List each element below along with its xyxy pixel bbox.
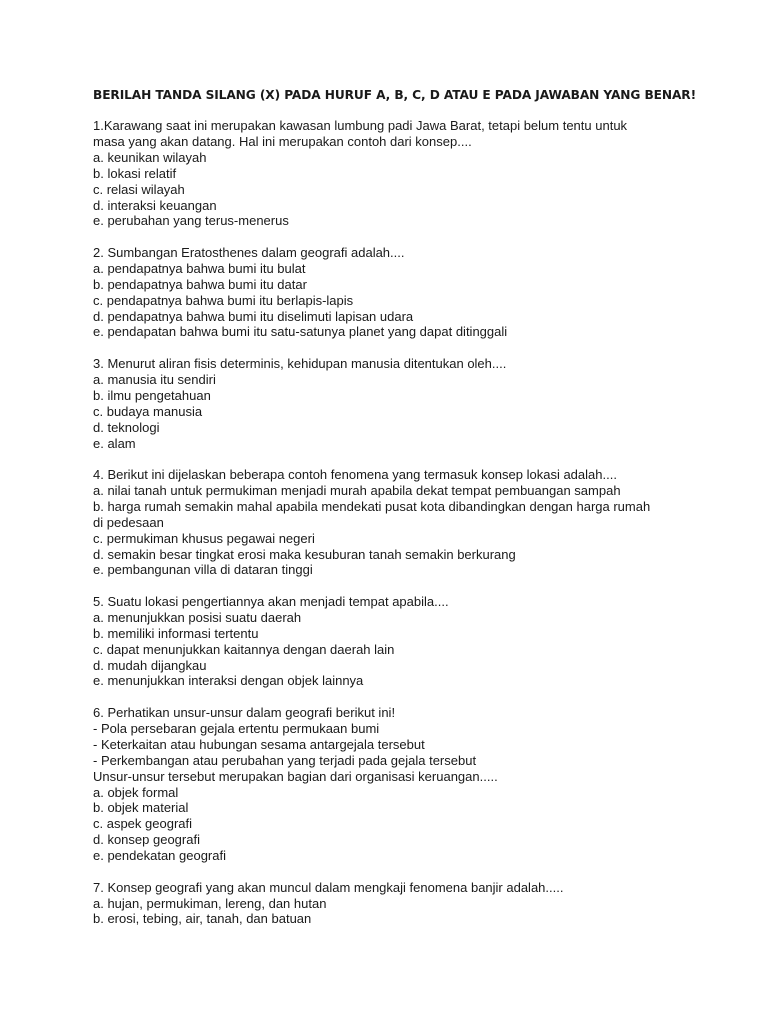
question-text: 2. Sumbangan Eratosthenes dalam geografi adalah.... <box>93 244 405 260</box>
answer-option: b. harga rumah semakin mahal apabila mendekati pusat kota dibandingkan dengan harga rumah <box>93 498 651 514</box>
question-text: 4. Berikut ini dijelaskan beberapa contoh fenomena yang termasuk konsep lokasi adalah.... <box>93 467 617 482</box>
answer-option: e. menunjukkan interaksi dengan objek lainnya <box>93 673 364 689</box>
question-4 <box>93 467 733 578</box>
answer-option: a. hujan, permukiman, lereng, dan hutan <box>93 895 327 911</box>
answer-option: e. pembangunan villa di dataran tinggi <box>93 562 313 578</box>
question-text: 7. Konsep geografi yang akan muncul dalam mengkaji fenomena banjir adalah..... <box>93 879 564 895</box>
question-text: - Keterkaitan atau hubungan sesama antargejala tersebut <box>93 736 425 752</box>
question-5 <box>93 594 733 689</box>
question-text: 3. Menurut aliran fisis determinis, kehidupan manusia ditentukan oleh.... <box>93 355 507 371</box>
answer-option: e. alam <box>93 435 136 451</box>
answer-option: b. erosi, tebing, air, tanah, dan batuan <box>93 911 312 927</box>
answer-option: e. pendapatan bahwa bumi itu satu-satunya planet yang dapat ditinggali <box>93 324 508 340</box>
answer-option: b. ilmu pengetahuan <box>93 387 211 403</box>
answer-option: a. nilai tanah untuk permukiman menjadi murah apabila dekat tempat pembuangan sampah <box>93 482 621 498</box>
answer-option: a. pendapatnya bahwa bumi itu bulat <box>93 260 306 276</box>
answer-option: c. relasi wilayah <box>93 181 185 197</box>
question-3 <box>93 356 733 451</box>
answer-option: d. semakin besar tingkat erosi maka kesuburan tanah semakin berkurang <box>93 546 516 562</box>
answer-option: c. budaya manusia <box>93 403 203 419</box>
answer-option: a. keunikan wilayah <box>93 149 207 165</box>
answer-option: d. interaksi keuangan <box>93 197 217 213</box>
question-1 <box>93 118 733 229</box>
question-text: masa yang akan datang. Hal ini merupakan contoh dari konsep.... <box>93 133 472 149</box>
answer-option: d. pendapatnya bahwa bumi itu diselimuti lapisan udara <box>93 308 414 324</box>
worksheet-page <box>93 86 733 943</box>
answer-option: a. objek formal <box>93 784 179 800</box>
question-text: - Pola persebaran gejala ertentu permukaan bumi <box>93 720 380 736</box>
answer-option: c. aspek geografi <box>93 816 193 832</box>
question-7 <box>93 880 733 928</box>
answer-option: b. objek material <box>93 800 189 816</box>
question-text: - Perkembangan atau perubahan yang terjadi pada gejala tersebut <box>93 752 477 768</box>
answer-option: c. permukiman khusus pegawai negeri <box>93 530 315 546</box>
question-text: 6. Perhatikan unsur-unsur dalam geografi berikut ini! <box>93 704 396 720</box>
answer-option: a. menunjukkan posisi suatu daerah <box>93 609 302 625</box>
instruction-heading: BERILAH TANDA SILANG (X) PADA HURUF A, B, C, D ATAU E PADA JAWABAN YANG BENAR! <box>93 88 697 102</box>
answer-option: d. konsep geografi <box>93 832 200 848</box>
answer-option: b. lokasi relatif <box>93 165 177 181</box>
answer-option: e. pendekatan geografi <box>93 848 226 864</box>
question-2 <box>93 245 733 340</box>
answer-option: d. teknologi <box>93 419 160 435</box>
answer-option: di pedesaan <box>93 514 164 530</box>
answer-option: d. mudah dijangkau <box>93 657 207 673</box>
answer-option: e. perubahan yang terus-menerus <box>93 213 289 229</box>
question-text: 1.Karawang saat ini merupakan kawasan lumbung padi Jawa Barat, tetapi belum tentu untuk <box>93 118 628 133</box>
question-text: 5. Suatu lokasi pengertiannya akan menjadi tempat apabila.... <box>93 593 449 609</box>
answer-option: b. pendapatnya bahwa bumi itu datar <box>93 276 307 292</box>
answer-option: c. dapat menunjukkan kaitannya dengan daerah lain <box>93 641 395 657</box>
answer-option: a. manusia itu sendiri <box>93 371 216 387</box>
answer-option: c. pendapatnya bahwa bumi itu berlapis-lapis <box>93 292 354 308</box>
question-6 <box>93 705 733 864</box>
question-text: Unsur-unsur tersebut merupakan bagian dari organisasi keruangan..... <box>93 768 498 784</box>
answer-option: b. memiliki informasi tertentu <box>93 625 259 641</box>
